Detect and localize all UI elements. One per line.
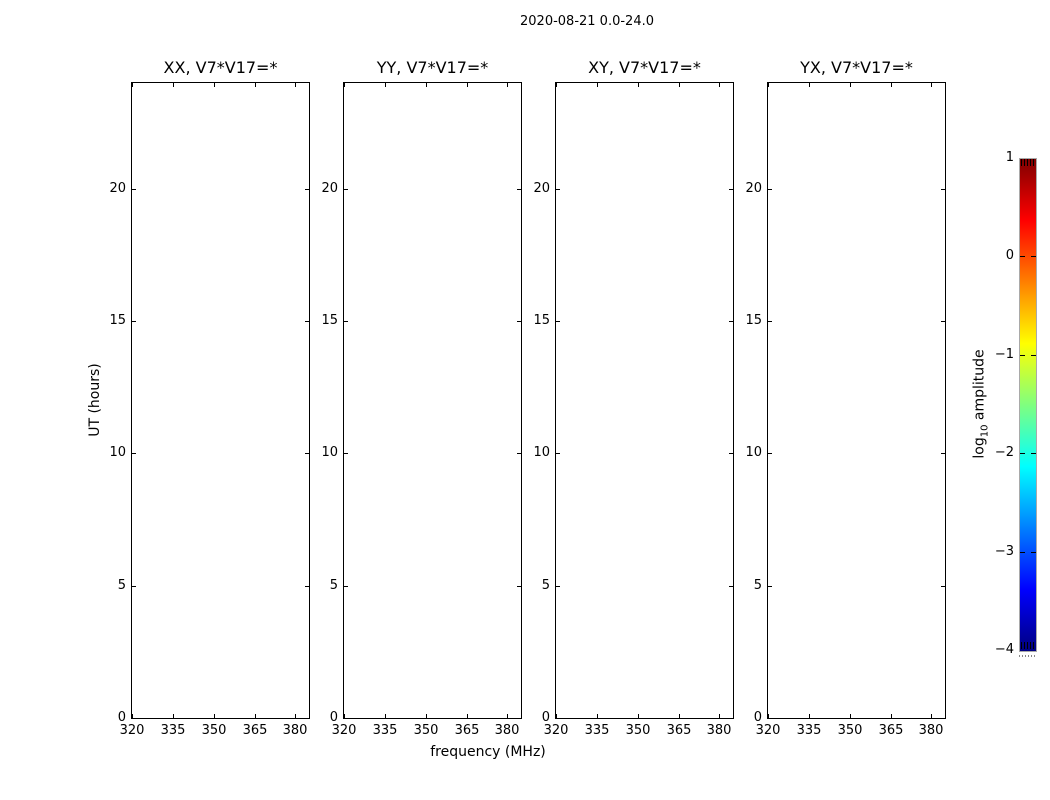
x-tick-top	[255, 83, 256, 87]
y-tick-right	[941, 718, 945, 719]
y-tick	[556, 586, 560, 587]
x-tick-top	[344, 83, 345, 87]
y-tick-label: 5	[541, 578, 550, 593]
y-tick	[556, 321, 560, 322]
y-tick-label: 15	[321, 313, 338, 328]
y-tick	[768, 321, 772, 322]
y-axis-label: UT (hours)	[87, 363, 103, 437]
x-tick-label: 350	[201, 723, 227, 738]
y-tick	[768, 189, 772, 190]
x-tick	[467, 714, 468, 718]
y-tick-label: 0	[117, 710, 126, 725]
y-tick-label: 20	[321, 181, 338, 196]
y-tick-label: 10	[745, 445, 762, 460]
x-tick-top	[507, 83, 508, 87]
y-tick	[768, 453, 772, 454]
x-tick-top	[597, 83, 598, 87]
colorbar-tick-right	[1031, 552, 1036, 553]
y-tick	[556, 453, 560, 454]
colorbar-tick	[1020, 453, 1025, 454]
x-tick-label: 365	[666, 723, 692, 738]
x-tick-top	[467, 83, 468, 87]
x-tick-label: 380	[282, 723, 308, 738]
y-tick-label: 20	[533, 181, 550, 196]
colorbar-tick-label: 1	[1005, 150, 1014, 165]
x-axis-label: frequency (MHz)	[430, 744, 546, 760]
x-tick-top	[891, 83, 892, 87]
y-tick	[344, 321, 348, 322]
x-tick-top	[931, 83, 932, 87]
y-tick-label: 15	[109, 313, 126, 328]
x-tick-top	[173, 83, 174, 87]
colorbar-dotted-edge	[1019, 655, 1037, 657]
x-tick-top	[295, 83, 296, 87]
y-tick	[344, 453, 348, 454]
colorbar-label-prefix: log	[971, 437, 988, 459]
x-tick-label: 380	[494, 723, 520, 738]
x-tick-label: 320	[543, 723, 569, 738]
panel-title-xy: XY, V7*V17=*	[588, 58, 701, 77]
colorbar	[1019, 158, 1037, 652]
x-tick	[850, 714, 851, 718]
y-tick-label: 20	[109, 181, 126, 196]
x-tick-top	[809, 83, 810, 87]
x-tick-label: 335	[796, 723, 822, 738]
colorbar-tick	[1020, 256, 1025, 257]
y-tick-right	[941, 321, 945, 322]
y-tick-right	[941, 586, 945, 587]
y-tick	[132, 453, 136, 454]
x-tick-label: 350	[837, 723, 863, 738]
x-tick	[719, 714, 720, 718]
x-tick-top	[214, 83, 215, 87]
colorbar-label	[972, 349, 991, 458]
y-tick-label: 5	[329, 578, 338, 593]
y-tick-label: 0	[329, 710, 338, 725]
y-tick	[132, 189, 136, 190]
y-tick	[768, 586, 772, 587]
colorbar-minor-ticks-bottom	[1021, 642, 1035, 649]
colorbar-minor-ticks-top	[1021, 159, 1035, 166]
colorbar-tick-right	[1031, 453, 1036, 454]
y-tick	[344, 718, 348, 719]
x-tick-top	[768, 83, 769, 87]
x-tick	[931, 714, 932, 718]
y-tick-label: 10	[533, 445, 550, 460]
y-tick-label: 0	[753, 710, 762, 725]
x-tick-top	[850, 83, 851, 87]
x-tick	[295, 714, 296, 718]
x-tick-top	[679, 83, 680, 87]
y-tick-label: 10	[321, 445, 338, 460]
x-tick-label: 365	[242, 723, 268, 738]
x-tick	[507, 714, 508, 718]
panel-title-xx: XX, V7*V17=*	[163, 58, 278, 77]
y-tick	[768, 718, 772, 719]
x-tick	[597, 714, 598, 718]
x-tick-label: 335	[372, 723, 398, 738]
x-tick-top	[426, 83, 427, 87]
y-tick-label: 5	[117, 578, 126, 593]
y-tick	[344, 586, 348, 587]
x-tick-label: 380	[706, 723, 732, 738]
y-tick	[132, 586, 136, 587]
colorbar-label-suffix: amplitude	[971, 349, 988, 425]
panel-xx	[131, 82, 310, 719]
y-tick-label: 15	[745, 313, 762, 328]
figure-title: 2020-08-21 0.0-24.0	[520, 14, 654, 29]
x-tick	[214, 714, 215, 718]
x-tick-label: 365	[454, 723, 480, 738]
panel-title-yy: YY, V7*V17=*	[376, 58, 489, 77]
x-tick-label: 350	[625, 723, 651, 738]
colorbar-tick-right	[1031, 355, 1036, 356]
x-tick	[385, 714, 386, 718]
y-tick-label: 10	[109, 445, 126, 460]
colorbar-tick-label: −1	[994, 347, 1014, 362]
y-tick	[132, 321, 136, 322]
colorbar-tick-right	[1031, 256, 1036, 257]
colorbar-tick-label: −2	[994, 445, 1014, 460]
x-tick-label: 335	[160, 723, 186, 738]
x-tick-label: 350	[413, 723, 439, 738]
x-tick-label: 380	[918, 723, 944, 738]
x-tick-label: 365	[878, 723, 904, 738]
x-tick-top	[719, 83, 720, 87]
y-tick-label: 5	[753, 578, 762, 593]
colorbar-tick-label: −3	[994, 544, 1014, 559]
x-tick	[891, 714, 892, 718]
y-tick-right	[941, 189, 945, 190]
x-tick-top	[638, 83, 639, 87]
colorbar-tick-label: −4	[994, 642, 1014, 657]
y-tick-label: 0	[541, 710, 550, 725]
panel-xy	[555, 82, 734, 719]
x-tick-top	[132, 83, 133, 87]
panel-title-yx: YX, V7*V17=*	[800, 58, 913, 77]
x-tick	[255, 714, 256, 718]
x-tick-top	[385, 83, 386, 87]
y-tick-right	[941, 453, 945, 454]
colorbar-tick	[1020, 552, 1025, 553]
x-tick	[426, 714, 427, 718]
x-tick	[173, 714, 174, 718]
x-tick-label: 320	[755, 723, 781, 738]
y-tick	[132, 718, 136, 719]
y-tick	[344, 189, 348, 190]
panel-yy	[343, 82, 522, 719]
x-tick-label: 335	[584, 723, 610, 738]
colorbar-label-subscript: 10	[979, 424, 991, 438]
x-tick	[638, 714, 639, 718]
x-tick-label: 320	[331, 723, 357, 738]
panel-yx	[767, 82, 946, 719]
colorbar-tick	[1020, 355, 1025, 356]
x-tick	[809, 714, 810, 718]
x-tick	[679, 714, 680, 718]
colorbar-tick-label: 0	[1005, 248, 1014, 263]
y-tick-label: 15	[533, 313, 550, 328]
y-tick	[556, 189, 560, 190]
x-tick-label: 320	[119, 723, 145, 738]
y-tick-label: 20	[745, 181, 762, 196]
y-tick	[556, 718, 560, 719]
x-tick-top	[556, 83, 557, 87]
